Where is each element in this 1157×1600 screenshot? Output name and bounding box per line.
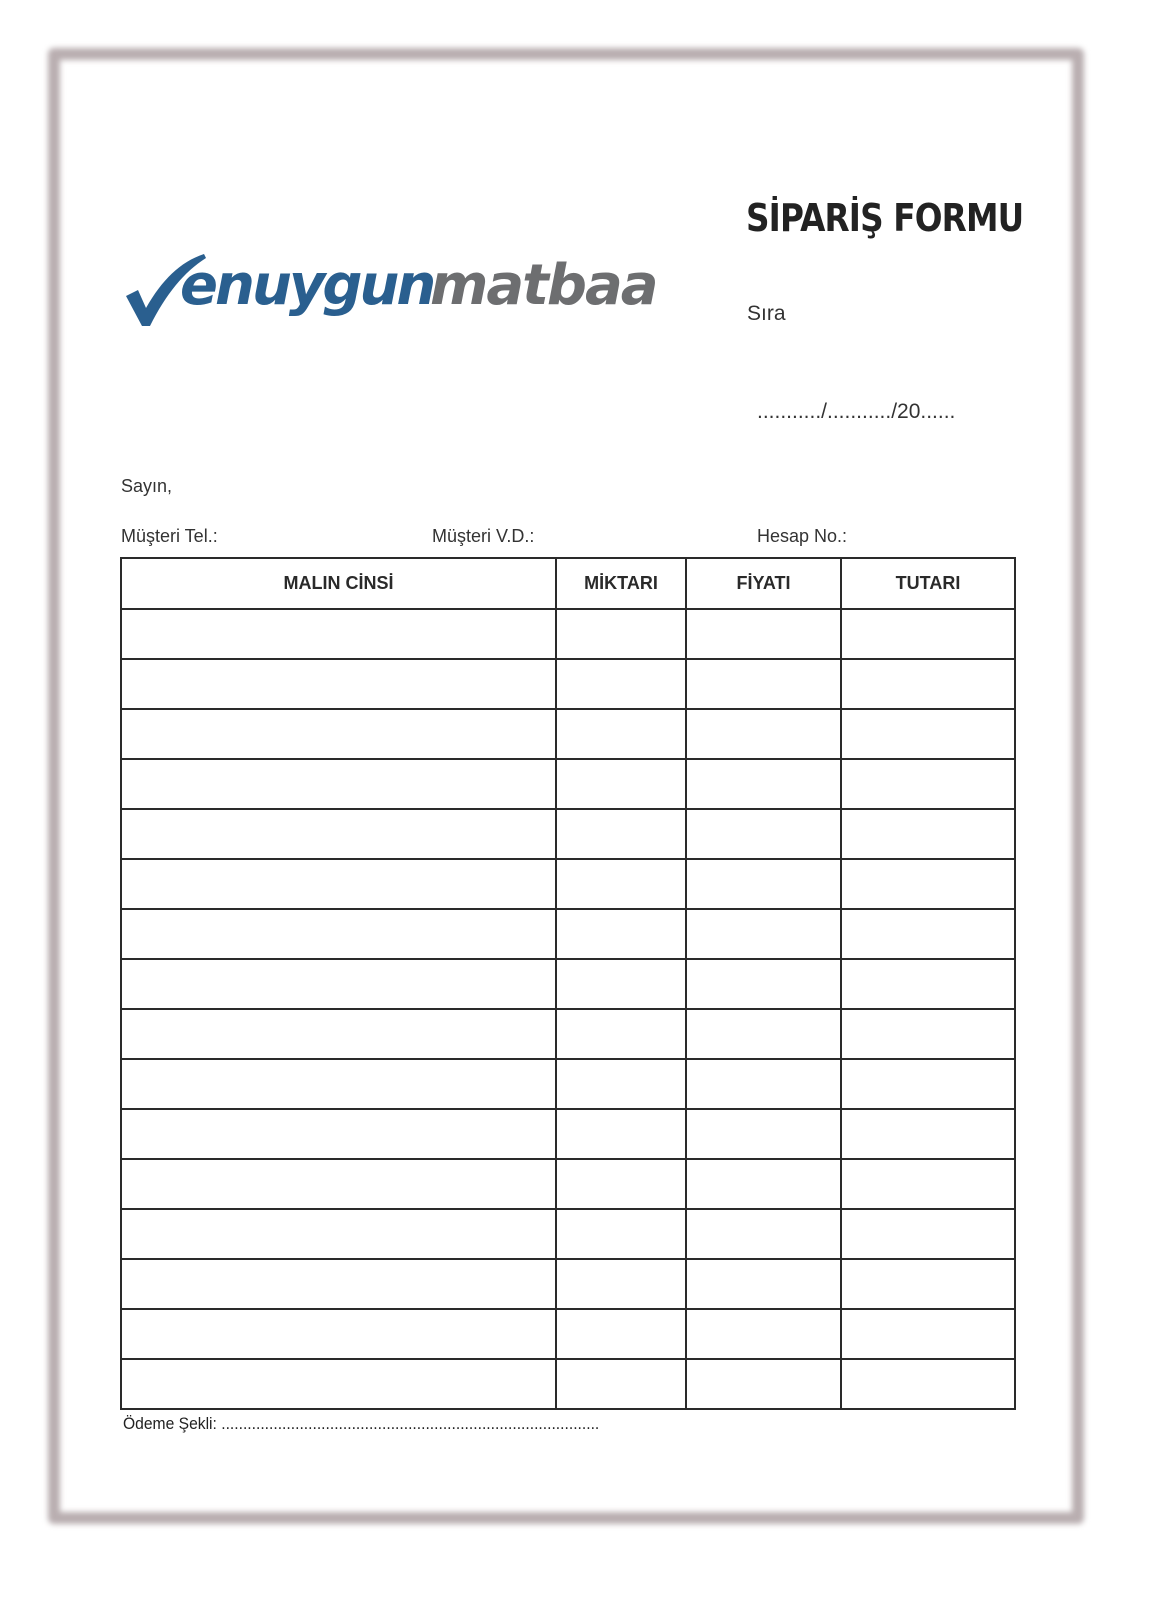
cell-miktari[interactable]: [556, 1159, 686, 1209]
cell-malin-cinsi[interactable]: [121, 1209, 556, 1259]
table-row: [121, 1009, 1015, 1059]
table-row: [121, 1359, 1015, 1409]
table-row: [121, 1209, 1015, 1259]
cell-malin-cinsi[interactable]: [121, 1309, 556, 1359]
cell-tutari[interactable]: [841, 1309, 1015, 1359]
cell-miktari[interactable]: [556, 809, 686, 859]
cell-malin-cinsi[interactable]: [121, 859, 556, 909]
cell-miktari[interactable]: [556, 1359, 686, 1409]
cell-tutari[interactable]: [841, 609, 1015, 659]
cell-malin-cinsi[interactable]: [121, 1159, 556, 1209]
cell-malin-cinsi[interactable]: [121, 909, 556, 959]
logo-text-en: en: [180, 253, 252, 318]
account-no-label: Hesap No.:: [757, 526, 848, 546]
cell-malin-cinsi[interactable]: [121, 759, 556, 809]
cell-miktari[interactable]: [556, 1309, 686, 1359]
cell-fiyati[interactable]: [686, 759, 841, 809]
greeting-label: Sayın,: [121, 476, 173, 496]
cell-malin-cinsi[interactable]: [121, 1259, 556, 1309]
cell-miktari[interactable]: [556, 1109, 686, 1159]
table-row: [121, 1259, 1015, 1309]
logo-text-uygun: uygun: [252, 253, 434, 318]
table-header-row: [121, 558, 1015, 609]
cell-malin-cinsi[interactable]: [121, 959, 556, 1009]
table-row: [121, 859, 1015, 909]
cell-tutari[interactable]: [841, 1259, 1015, 1309]
order-table: [120, 557, 1016, 1410]
cell-tutari[interactable]: [841, 809, 1015, 859]
table-row: [121, 1059, 1015, 1109]
cell-miktari[interactable]: [556, 1209, 686, 1259]
cell-malin-cinsi[interactable]: [121, 809, 556, 859]
cell-malin-cinsi[interactable]: [121, 659, 556, 709]
cell-fiyati[interactable]: [686, 1209, 841, 1259]
cell-fiyati[interactable]: [686, 1259, 841, 1309]
cell-miktari[interactable]: [556, 859, 686, 909]
cell-fiyati[interactable]: [686, 809, 841, 859]
logo-text-matbaa: matbaa: [430, 253, 657, 318]
cell-tutari[interactable]: [841, 1359, 1015, 1409]
column-header-tutari: TUTARI: [841, 558, 1015, 609]
cell-tutari[interactable]: [841, 659, 1015, 709]
cell-miktari[interactable]: [556, 1009, 686, 1059]
cell-fiyati[interactable]: [686, 1009, 841, 1059]
cell-tutari[interactable]: [841, 859, 1015, 909]
cell-malin-cinsi[interactable]: [121, 1109, 556, 1159]
cell-fiyati[interactable]: [686, 859, 841, 909]
table-row: [121, 659, 1015, 709]
cell-tutari[interactable]: [841, 1009, 1015, 1059]
table-row: [121, 1109, 1015, 1159]
cell-malin-cinsi[interactable]: [121, 709, 556, 759]
cell-miktari[interactable]: [556, 1059, 686, 1109]
table-row: [121, 959, 1015, 1009]
cell-tutari[interactable]: [841, 1109, 1015, 1159]
table-row: [121, 759, 1015, 809]
column-header-fiyati: FİYATI: [686, 558, 841, 609]
cell-tutari[interactable]: [841, 1159, 1015, 1209]
cell-tutari[interactable]: [841, 1059, 1015, 1109]
table-row: [121, 709, 1015, 759]
column-header-miktari: MİKTARI: [556, 558, 686, 609]
cell-fiyati[interactable]: [686, 659, 841, 709]
cell-malin-cinsi[interactable]: [121, 1009, 556, 1059]
cell-fiyati[interactable]: [686, 1059, 841, 1109]
cell-fiyati[interactable]: [686, 1159, 841, 1209]
table-row: [121, 1159, 1015, 1209]
sira-label: Sıra: [747, 302, 786, 325]
table-row: [121, 909, 1015, 959]
cell-tutari[interactable]: [841, 759, 1015, 809]
date-field[interactable]: .........../.........../20......: [757, 400, 956, 423]
cell-tutari[interactable]: [841, 709, 1015, 759]
cell-miktari[interactable]: [556, 959, 686, 1009]
cell-fiyati[interactable]: [686, 709, 841, 759]
cell-fiyati[interactable]: [686, 959, 841, 1009]
cell-fiyati[interactable]: [686, 1109, 841, 1159]
payment-method-field[interactable]: Ödeme Şekli: .......................................................................................: [123, 1414, 600, 1433]
cell-tutari[interactable]: [841, 909, 1015, 959]
cell-miktari[interactable]: [556, 909, 686, 959]
cell-malin-cinsi[interactable]: [121, 609, 556, 659]
form-title: SİPARİŞ FORMU: [746, 196, 1024, 240]
cell-fiyati[interactable]: [686, 609, 841, 659]
table-row: [121, 809, 1015, 859]
column-header-malin-cinsi: MALIN CİNSİ: [121, 558, 556, 609]
cell-fiyati[interactable]: [686, 1309, 841, 1359]
customer-tel-label: Müşteri Tel.:: [121, 526, 218, 546]
cell-miktari[interactable]: [556, 1259, 686, 1309]
table-row: [121, 1309, 1015, 1359]
cell-fiyati[interactable]: [686, 909, 841, 959]
cell-tutari[interactable]: [841, 1209, 1015, 1259]
cell-malin-cinsi[interactable]: [121, 1359, 556, 1409]
brand-logo: [122, 250, 697, 335]
cell-miktari[interactable]: [556, 659, 686, 709]
cell-miktari[interactable]: [556, 759, 686, 809]
customer-vd-label: Müşteri V.D.:: [432, 526, 535, 546]
cell-malin-cinsi[interactable]: [121, 1059, 556, 1109]
cell-fiyati[interactable]: [686, 1359, 841, 1409]
table-row: [121, 609, 1015, 659]
cell-miktari[interactable]: [556, 709, 686, 759]
cell-tutari[interactable]: [841, 959, 1015, 1009]
order-table-body: [121, 609, 1015, 1409]
cell-miktari[interactable]: [556, 609, 686, 659]
